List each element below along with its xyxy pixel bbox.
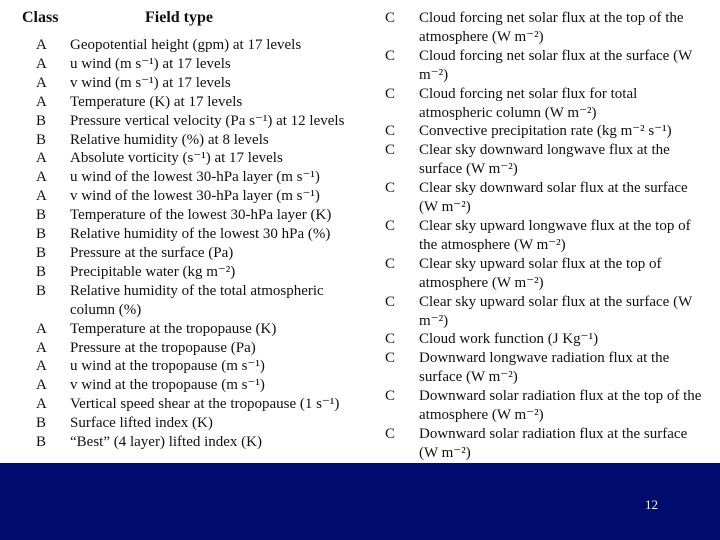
table-row: [385, 349, 715, 387]
table-row: [36, 168, 366, 187]
class-cell: C: [385, 180, 396, 197]
table-row: [385, 330, 715, 349]
table-row: [36, 206, 366, 225]
field-type-cell: Cloud forcing net solar flux for total atmospheric column (W m⁻²): [419, 85, 638, 121]
class-cell: B: [36, 131, 47, 148]
class-cell: C: [385, 10, 396, 26]
class-cell: A: [36, 93, 47, 110]
table-row: [385, 425, 715, 463]
class-cell: B: [36, 263, 47, 280]
table-row: [36, 93, 366, 112]
class-cell: B: [36, 207, 47, 224]
class-cell: B: [36, 112, 47, 129]
table-row: [36, 282, 366, 320]
class-cell: A: [36, 55, 47, 72]
class-cell: B: [36, 434, 47, 451]
class-header: Class: [22, 9, 59, 26]
table-row: [36, 376, 366, 395]
field-type-cell: Pressure at the tropopause (Pa): [70, 339, 256, 356]
class-cell: C: [385, 85, 396, 102]
field-type-cell: u wind of the lowest 30-hPa layer (m s⁻¹): [70, 169, 320, 186]
table-row: [385, 9, 715, 47]
table-row: [36, 395, 366, 414]
field-type-cell: Pressure vertical velocity (Pa s⁻¹) at 12 levels: [70, 112, 345, 129]
field-type-cell: Geopotential height (gpm) at 17 levels: [70, 37, 302, 53]
field-type-cell: Clear sky downward solar flux at the surface (W m⁻²): [419, 180, 688, 216]
field-type-header: Field type: [145, 9, 213, 26]
field-type-cell: Clear sky upward solar flux at the surface (W m⁻²): [419, 293, 692, 329]
table-row: [385, 122, 715, 141]
field-type-cell: Surface lifted index (K): [70, 415, 213, 432]
table-row: [36, 320, 366, 339]
table-row: [36, 74, 366, 93]
table-row: [385, 217, 715, 255]
class-cell: A: [36, 377, 47, 394]
left-column: [36, 36, 366, 452]
field-type-cell: Absolute vorticity (s⁻¹) at 17 levels: [70, 150, 283, 167]
class-cell: A: [36, 169, 47, 186]
class-cell: B: [36, 226, 47, 243]
class-cell: C: [385, 425, 396, 442]
field-type-cell: Clear sky downward longwave flux at the surface (W m⁻²): [419, 142, 670, 178]
table-row: [385, 141, 715, 179]
table-row: [385, 255, 715, 293]
field-type-cell: Pressure at the surface (Pa): [70, 244, 234, 261]
table-row: [36, 112, 366, 131]
field-type-cell: Downward solar radiation flux at the top of the atmosphere (W m⁻²): [419, 388, 702, 424]
class-cell: C: [385, 255, 396, 272]
class-cell: B: [36, 415, 47, 432]
field-type-cell: Convective precipitation rate (kg m⁻² s⁻¹): [419, 123, 672, 140]
table-row: [36, 433, 366, 452]
table-row: [36, 36, 366, 55]
table-row: [385, 387, 715, 425]
table-row: [385, 85, 715, 123]
field-type-cell: v wind (m s⁻¹) at 17 levels: [70, 74, 231, 91]
class-cell: C: [385, 142, 396, 159]
table-row: [36, 225, 366, 244]
class-cell: A: [36, 150, 47, 167]
class-cell: A: [36, 37, 47, 53]
field-type-cell: Clear sky upward longwave flux at the top of the atmosphere (W m⁻²): [419, 217, 691, 253]
field-type-cell: Downward longwave radiation flux at the surface (W m⁻²): [419, 350, 670, 386]
class-cell: C: [385, 388, 396, 405]
slide-footer-bar: [0, 463, 720, 540]
class-cell: A: [36, 320, 47, 337]
field-type-cell: Temperature of the lowest 30-hPa layer (K): [70, 207, 332, 224]
table-row: [36, 357, 366, 376]
table-row: [36, 244, 366, 263]
table-row: [36, 149, 366, 168]
field-type-cell: v wind at the tropopause (m s⁻¹): [70, 377, 265, 394]
field-type-cell: Cloud work function (J Kg⁻¹): [419, 331, 599, 348]
field-type-cell: Cloud forcing net solar flux at the top of the atmosphere (W m⁻²): [419, 10, 684, 45]
field-type-cell: v wind of the lowest 30-hPa layer (m s⁻¹): [70, 188, 320, 205]
field-type-cell: u wind (m s⁻¹) at 17 levels: [70, 55, 231, 72]
field-type-cell: Vertical speed shear at the tropopause (1 s⁻¹): [70, 396, 340, 413]
class-cell: C: [385, 331, 396, 348]
class-cell: C: [385, 47, 396, 64]
page-number: 12: [645, 497, 658, 512]
class-cell: A: [36, 339, 47, 356]
field-type-cell: Temperature (K) at 17 levels: [70, 93, 243, 110]
table-row: [385, 293, 715, 331]
table-row: [385, 179, 715, 217]
field-type-cell: u wind at the tropopause (m s⁻¹): [70, 358, 265, 375]
table-row: [385, 47, 715, 85]
field-type-cell: Relative humidity of the total atmospheric column (%): [70, 282, 324, 318]
field-type-cell: Clear sky upward solar flux at the top of atmosphere (W m⁻²): [419, 255, 662, 291]
right-column: [385, 9, 715, 463]
table-row: [36, 339, 366, 358]
class-cell: A: [36, 74, 47, 91]
class-cell: A: [36, 396, 47, 413]
class-cell: C: [385, 123, 396, 140]
field-type-cell: Cloud forcing net solar flux at the surface (W m⁻²): [419, 47, 692, 83]
class-cell: C: [385, 217, 396, 234]
class-cell: C: [385, 293, 396, 310]
class-cell: B: [36, 244, 47, 261]
class-cell: A: [36, 188, 47, 205]
field-type-cell: “Best” (4 layer) lifted index (K): [70, 434, 263, 451]
field-type-cell: Relative humidity of the lowest 30 hPa (%): [70, 226, 331, 243]
field-type-cell: Downward solar radiation flux at the surface (W m⁻²): [419, 425, 688, 461]
class-cell: B: [36, 282, 47, 299]
field-type-cell: Precipitable water (kg m⁻²): [70, 263, 236, 280]
field-type-cell: Temperature at the tropopause (K): [70, 320, 277, 337]
table-row: [36, 414, 366, 433]
table-row: [36, 187, 366, 206]
table-row: [36, 55, 366, 74]
class-cell: C: [385, 350, 396, 367]
field-type-cell: Relative humidity (%) at 8 levels: [70, 131, 269, 148]
table-row: [36, 131, 366, 150]
table-row: [36, 263, 366, 282]
class-cell: A: [36, 358, 47, 375]
